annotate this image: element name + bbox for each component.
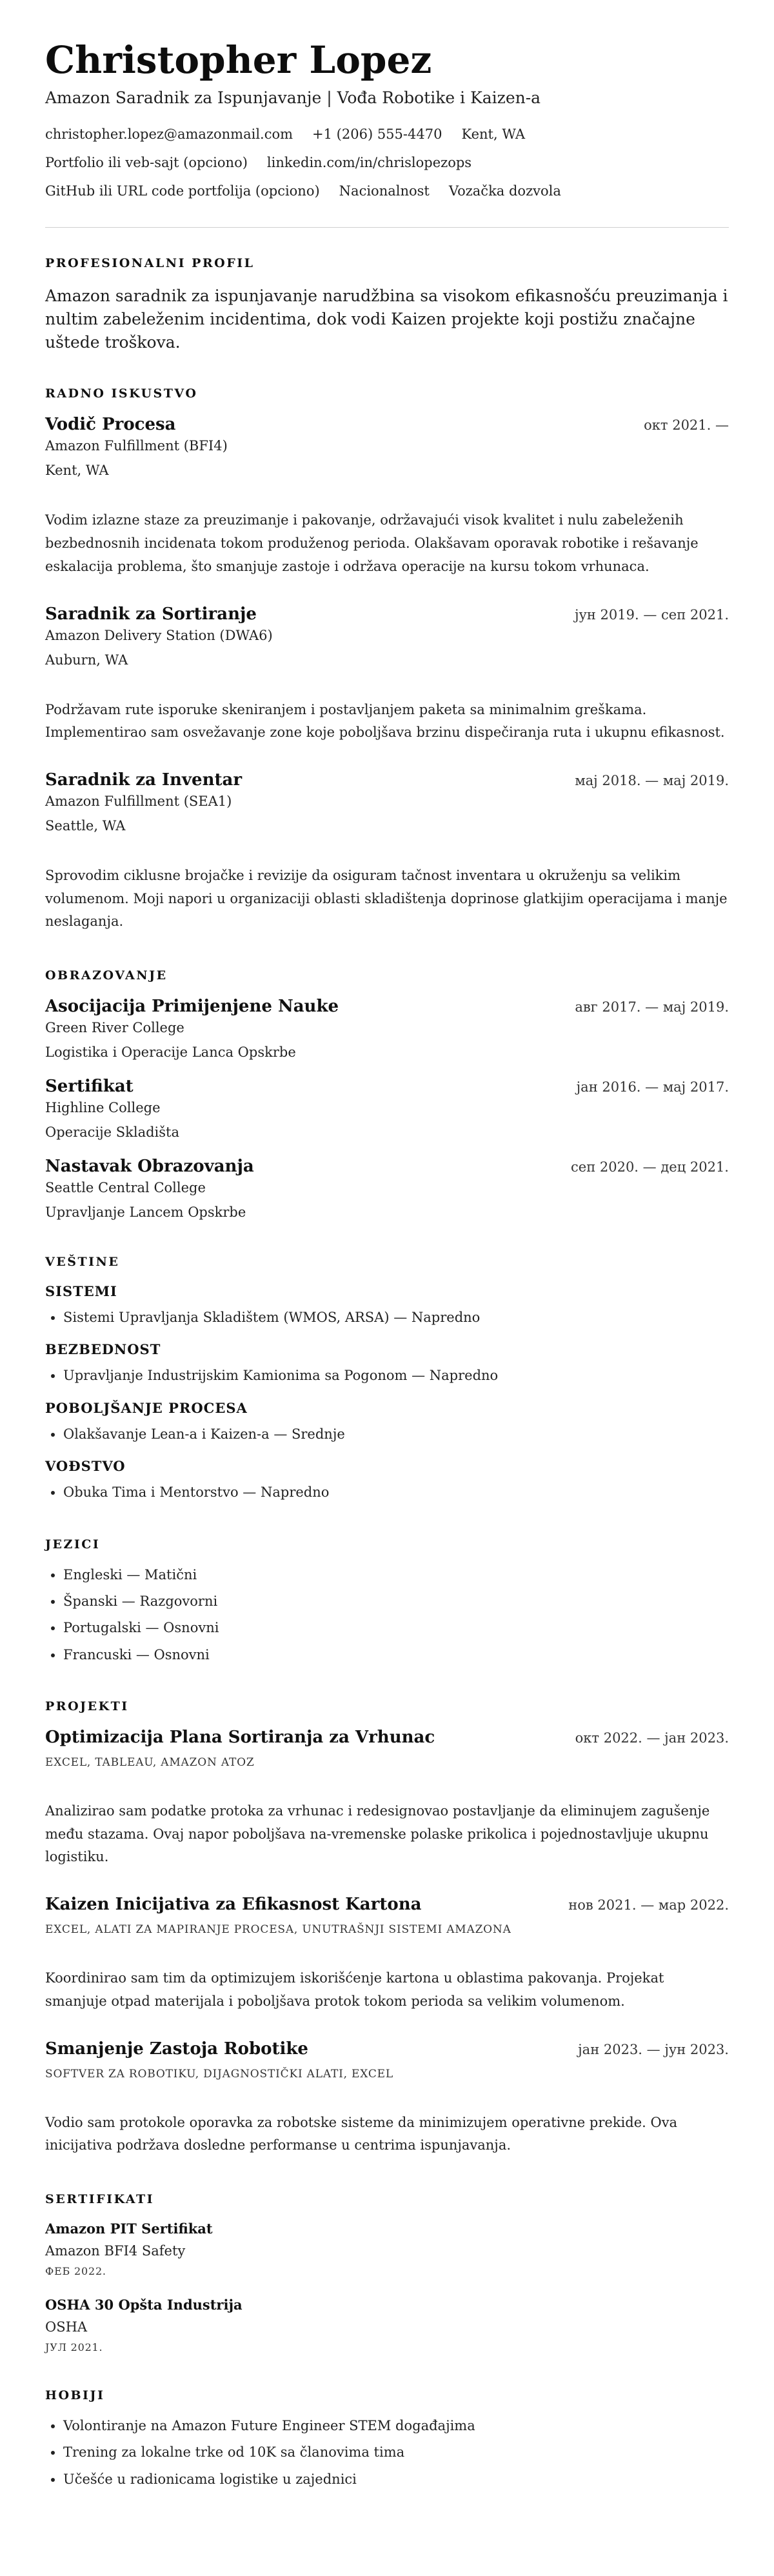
contact-license: Vozačka dozvola: [448, 183, 561, 199]
experience-section-title: RADNO ISKUSTVO: [45, 386, 198, 401]
candidate-name: Christopher Lopez: [45, 38, 432, 82]
project-tools: SOFTVER ZA ROBOTIKU, DIJAGNOSTIČKI ALATI, EXCEL: [45, 2067, 393, 2081]
hobby-item: • Trening za lokalne trke od 10K sa članovima tima: [63, 2443, 729, 2462]
certificate-entry: [45, 2297, 729, 2353]
contact-row-1: [45, 126, 729, 142]
languages-section: [45, 1537, 729, 1665]
project-description: Koordinirao sam tim da optimizujem iskorišćenje kartona u oblastima pakovanja. Projekat smanjuje otpad materijala i poboljšava protok tokom perioda sa velikim volumenom.: [45, 1970, 664, 2009]
job-company: Amazon Delivery Station (DWA6): [45, 627, 273, 643]
certificates-section: [45, 2192, 729, 2353]
contact-github[interactable]: GitHub ili URL code portfolija (opciono): [45, 183, 320, 199]
project-entry: [45, 1895, 729, 2013]
contact-phone[interactable]: +1 (206) 555-4470: [312, 126, 442, 142]
contact-portfolio[interactable]: Portfolio ili veb-sajt (opciono): [45, 154, 248, 170]
language-item: • Portugalski — Osnovni: [63, 1619, 729, 1637]
job-location: Auburn, WA: [45, 652, 128, 668]
contact-email[interactable]: christopher.lopez@amazonmail.com: [45, 126, 293, 142]
job-location: Kent, WA: [45, 463, 109, 479]
job-company: Amazon Fulfillment (BFI4): [45, 438, 228, 454]
job-role: Saradnik za Sortiranje: [45, 604, 257, 624]
education-degree: Asocijacija Primijenjene Nauke: [45, 996, 339, 1016]
project-description: Analizirao sam podatke protoka za vrhunac i redesignovao postavljanje da eliminujem zagušenje među stazama. Ovaj napor poboljšava na-vremenske polaske prikolica i pojednostavljuje ukupnu logistiku.: [45, 1803, 710, 1865]
experience-section: [45, 386, 729, 934]
job-location: Seattle, WA: [45, 817, 126, 834]
project-date: нов 2021. — мар 2022.: [568, 1897, 729, 1913]
education-school: Green River College: [45, 1019, 184, 1035]
education-school: Seattle Central College: [45, 1179, 206, 1195]
job-description: Podržavam rute isporuke skeniranjem i postavljanjem paketa sa minimalnim greškama. Implementirao sam osvežavanje zone koje poboljšava brzinu dispečiranja ruta i ukupnu efikasnost.: [45, 701, 725, 741]
language-item: • Francuski — Osnovni: [63, 1646, 729, 1664]
project-tools: EXCEL, TABLEAU, AMAZON ATOZ: [45, 1756, 255, 1770]
certificates-section-title: SERTIFIKATI: [45, 2192, 155, 2206]
education-section: [45, 968, 729, 1220]
skill-group: [45, 1341, 729, 1385]
education-date: авг 2017. — мај 2019.: [575, 999, 729, 1015]
hobbies-section: [45, 2388, 729, 2489]
skill-item: • Sistemi Upravljanja Skladištem (WMOS, ARSA) — Napredno: [63, 1308, 729, 1327]
education-date: јан 2016. — мај 2017.: [576, 1079, 729, 1095]
contact-row-3: [45, 183, 729, 199]
job-date: мај 2018. — мај 2019.: [575, 772, 729, 788]
education-degree: Sertifikat: [45, 1076, 134, 1096]
job-date: окт 2021. —: [644, 417, 729, 434]
experience-entry: [45, 770, 729, 934]
project-entry: [45, 2039, 729, 2157]
certificate-date: ЈУЛ 2021.: [45, 2341, 103, 2353]
certificate-issuer: OSHA: [45, 2319, 88, 2335]
language-item: • Španski — Razgovorni: [63, 1592, 729, 1611]
project-name: Smanjenje Zastoja Robotike: [45, 2039, 308, 2059]
project-tools: EXCEL, ALATI ZA MAPIRANJE PROCESA, UNUTRAŠNJI SISTEMI AMAZONA: [45, 1923, 511, 1937]
skill-group: [45, 1283, 729, 1327]
skill-group: [45, 1458, 729, 1502]
certificate-entry: [45, 2221, 729, 2277]
experience-entry: [45, 415, 729, 578]
skill-group-title: VOĐSTVO: [45, 1458, 126, 1475]
experience-entry: [45, 604, 729, 744]
job-description: Sprovodim ciklusne brojačke i revizije da osiguram tačnost inventara u okruženju sa velikim volumenom. Moji napori u organizaciji oblasti skladištenja doprinose glatkijim operacijama i manje neslaganja.: [45, 867, 728, 930]
skill-group-title: POBOLJŠANJE PROCESA: [45, 1399, 248, 1416]
languages-section-title: JEZICI: [45, 1537, 101, 1552]
skills-section-title: VEŠTINE: [45, 1254, 120, 1269]
education-entry: [45, 997, 729, 1060]
education-degree: Nastavak Obrazovanja: [45, 1156, 254, 1176]
job-role: Vodič Procesa: [45, 415, 176, 435]
project-name: Optimizacija Plana Sortiranja za Vrhunac: [45, 1728, 435, 1748]
education-school: Highline College: [45, 1099, 161, 1115]
contact-linkedin[interactable]: linkedin.com/in/chrislopezops: [266, 154, 472, 170]
skill-item: • Olakšavanje Lean-a i Kaizen-a — Srednje: [63, 1425, 729, 1444]
projects-section: [45, 1699, 729, 2157]
education-entry: [45, 1157, 729, 1220]
certificate-name: OSHA 30 Opšta Industrija: [45, 2296, 243, 2313]
header-divider: [45, 227, 729, 228]
hobby-item: • Učešće u radionicama logistike u zajednici: [63, 2470, 729, 2489]
job-date: јун 2019. — сеп 2021.: [575, 606, 729, 623]
job-role: Saradnik za Inventar: [45, 770, 243, 790]
skill-item: • Obuka Tima i Mentorstvo — Napredno: [63, 1483, 729, 1502]
language-item: • Engleski — Matični: [63, 1566, 729, 1584]
project-entry: [45, 1728, 729, 1869]
hobbies-section-title: HOBIJI: [45, 2388, 105, 2402]
project-name: Kaizen Inicijativa za Efikasnost Kartona: [45, 1895, 422, 1915]
contact-row-2: [45, 155, 729, 170]
education-field: Upravljanje Lancem Opskrbe: [45, 1204, 246, 1220]
education-field: Logistika i Operacije Lanca Opskrbe: [45, 1044, 296, 1060]
education-entry: [45, 1077, 729, 1140]
certificate-name: Amazon PIT Sertifikat: [45, 2220, 213, 2237]
job-company: Amazon Fulfillment (SEA1): [45, 793, 232, 809]
education-field: Operacije Skladišta: [45, 1124, 179, 1140]
project-description: Vodio sam protokole oporavka za robotske sisteme da minimizujem operativne prekide. Ova inicijativa podržava dosledne performanse u centrima ispunjavanja.: [45, 2114, 678, 2153]
project-date: окт 2022. — јан 2023.: [575, 1730, 729, 1746]
contact-location: Kent, WA: [461, 126, 526, 142]
certificate-date: ФЕБ 2022.: [45, 2264, 106, 2277]
skill-group-title: BEZBEDNOST: [45, 1341, 161, 1358]
certificate-issuer: Amazon BFI4 Safety: [45, 2242, 186, 2259]
education-section-title: OBRAZOVANJE: [45, 968, 168, 983]
skills-section: [45, 1255, 729, 1503]
skill-group: [45, 1400, 729, 1444]
education-date: сеп 2020. — дец 2021.: [571, 1159, 729, 1175]
skill-item: • Upravljanje Industrijskim Kamionima sa Pogonom — Napredno: [63, 1366, 729, 1385]
contact-nationality: Nacionalnost: [339, 183, 430, 199]
candidate-headline: Amazon Saradnik za Ispunjavanje | Vođa Robotike i Kaizen-a: [45, 88, 541, 107]
project-date: јан 2023. — јун 2023.: [578, 2041, 729, 2057]
hobby-item: • Volontiranje na Amazon Future Engineer STEM događajima: [63, 2417, 729, 2435]
projects-section-title: PROJEKTI: [45, 1699, 129, 1714]
job-description: Vodim izlazne staze za preuzimanje i pakovanje, održavajući visok kvalitet i nulu zabeleženih bezbednosnih incidenata tokom produženog perioda. Olakšavam oporavak robotike i rešavanje eskalacija problema, što smanjuje zastoje i održava operacije na kursu tokom vrhunaca.: [45, 512, 699, 574]
profile-summary: Amazon saradnik za ispunjavanje narudžbina sa visokom efikasnošću preuzimanja i nultim zabeleženim incidentima, dok vodi Kaizen projekte koji postižu značajne uštede troškova.: [45, 286, 728, 352]
profile-section-title: PROFESIONALNI PROFIL: [45, 255, 255, 270]
skill-group-title: SISTEMI: [45, 1283, 117, 1299]
